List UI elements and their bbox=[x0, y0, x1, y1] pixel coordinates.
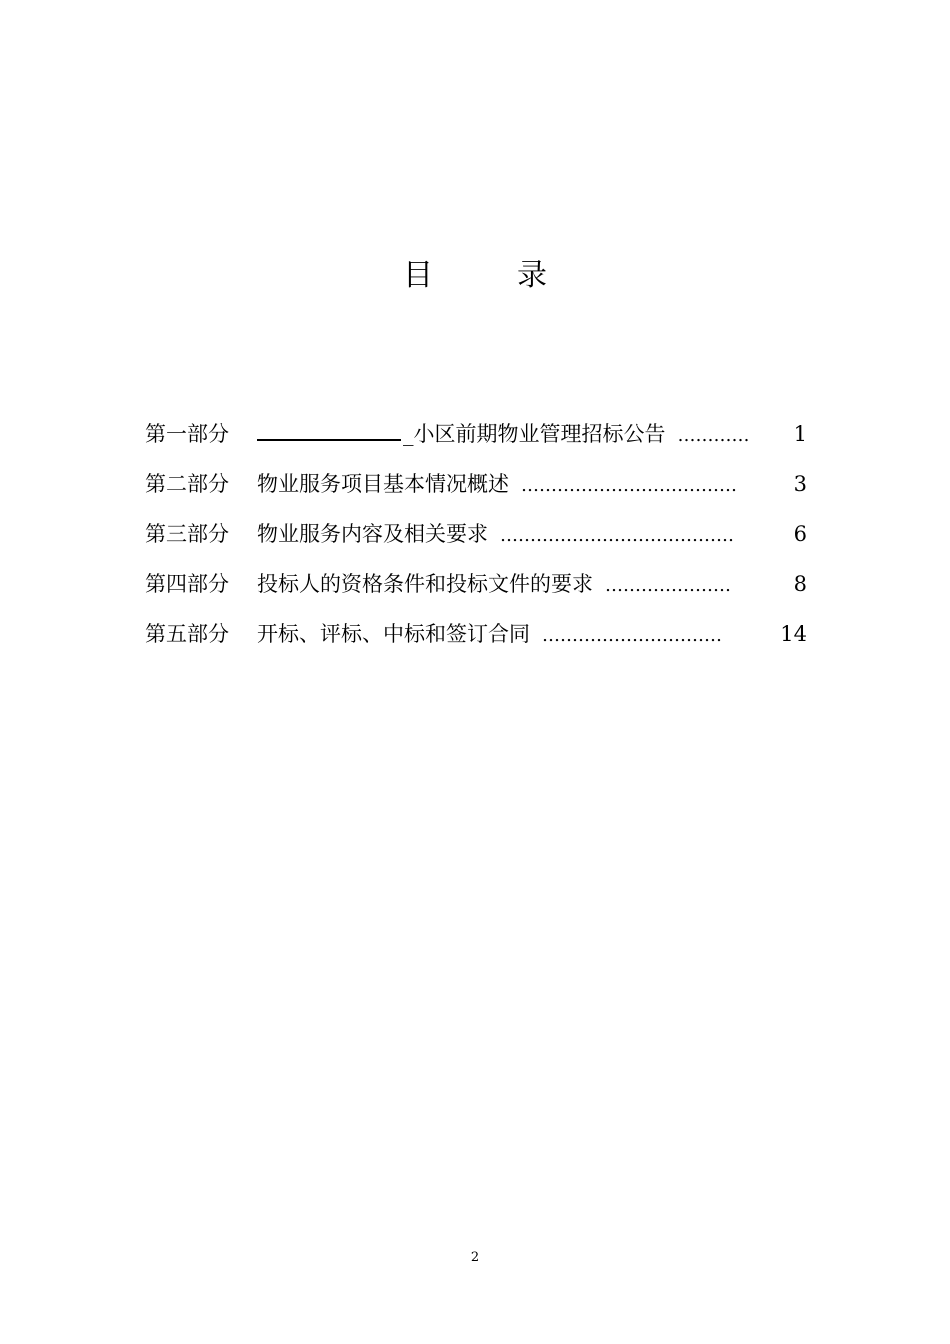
title-char-2: 录 bbox=[517, 258, 547, 293]
toc-page-number: 3 bbox=[793, 472, 807, 496]
toc-part-label: 第五部分 bbox=[145, 622, 229, 646]
toc-part-label: 第三部分 bbox=[145, 522, 229, 546]
toc-entry-title: 开标、评标、中标和签订合同 bbox=[257, 622, 530, 646]
page-footer-number: 2 bbox=[470, 1250, 480, 1265]
toc-dot-leader: ……………………………… bbox=[521, 475, 737, 496]
toc-entry-title: 投标人的资格条件和投标文件的要求 bbox=[257, 572, 593, 596]
toc-part-label: 第四部分 bbox=[145, 572, 229, 596]
toc-dot-leader: ………………………………… bbox=[500, 525, 734, 546]
title-char-1: 目 bbox=[403, 258, 433, 293]
toc-row-5[interactable] bbox=[145, 618, 807, 668]
toc-entry-title bbox=[257, 418, 666, 450]
toc-entry-title: 物业服务项目基本情况概述 bbox=[257, 472, 509, 496]
toc-dot-leader: ………………… bbox=[605, 575, 731, 596]
toc-page-number: 14 bbox=[780, 622, 807, 646]
toc-part-label: 第一部分 bbox=[145, 422, 229, 446]
toc-dot-leader: ………………………… bbox=[542, 625, 722, 646]
toc-dot-leader: ………… bbox=[677, 425, 750, 446]
table-of-contents bbox=[145, 418, 807, 668]
toc-page-number: 1 bbox=[793, 422, 807, 446]
toc-part-label: 第二部分 bbox=[145, 472, 229, 496]
toc-page-number: 8 bbox=[793, 572, 807, 596]
toc-entry-title-text: _小区前期物业管理招标公告 bbox=[403, 422, 666, 446]
toc-page-number: 6 bbox=[793, 522, 807, 546]
toc-row-4[interactable] bbox=[145, 568, 807, 618]
page-title bbox=[0, 254, 950, 298]
toc-row-3[interactable] bbox=[145, 518, 807, 568]
toc-row-2[interactable] bbox=[145, 468, 807, 518]
toc-row-1[interactable] bbox=[145, 418, 807, 468]
toc-entry-title: 物业服务内容及相关要求 bbox=[257, 522, 488, 546]
fill-in-blank-line bbox=[257, 419, 401, 441]
